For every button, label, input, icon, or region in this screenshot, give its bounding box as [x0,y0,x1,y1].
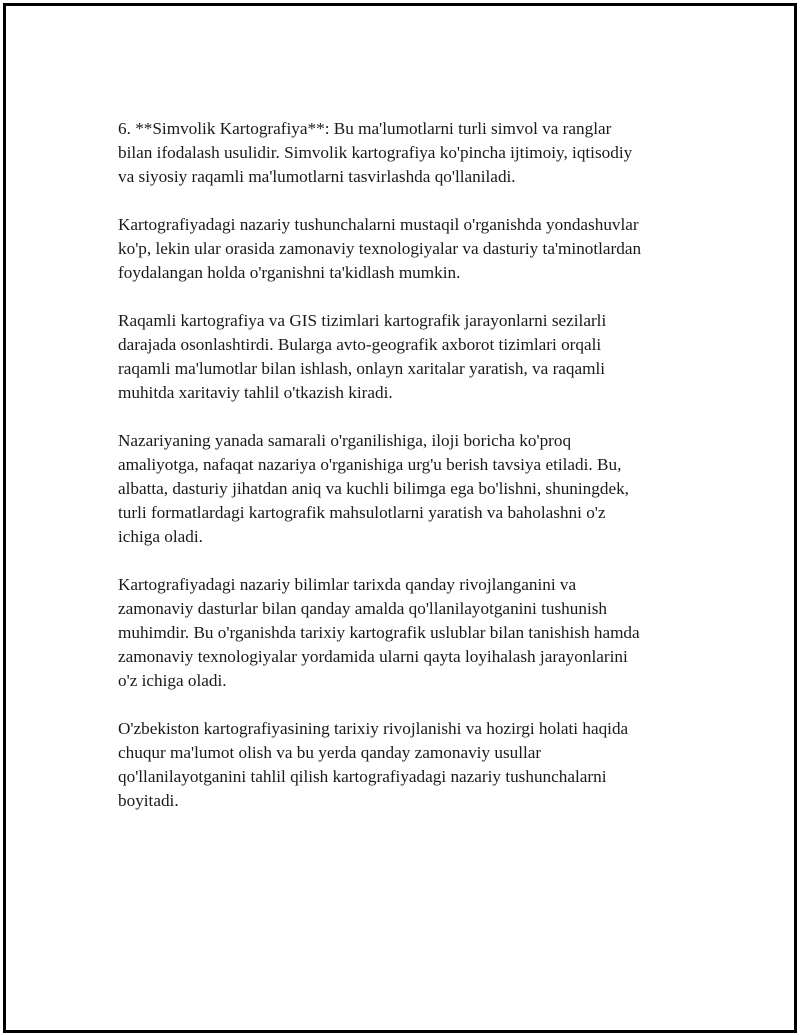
text-line: Kartografiyadagi nazariy tushunchalarni mustaqil o'rganishda yondashuvlar [118,215,639,234]
text-line: chuqur ma'lumot olish va bu yerda qanday zamonaviy usullar [118,743,542,762]
paragraph-study-approaches [118,213,688,285]
paragraph-practice [118,429,688,549]
text-line: zamonaviy texnologiyalar yordamida ularni qayta loyihalash jarayonlarini [118,647,628,666]
text-line: Nazariyaning yanada samarali o'rganilishiga, iloji boricha ko'proq [118,431,572,450]
text-line: muhimdir. Bu o'rganishda tarixiy kartografik uslublar bilan tanishish hamda [118,623,640,642]
paragraph-digital-gis [118,309,688,405]
text-line: boyitadi. [118,791,179,810]
text-line: amaliyotga, nafaqat nazariya o'rganishiga urg'u berish tavsiya etiladi. Bu, [118,455,622,474]
text-line: Raqamli kartografiya va GIS tizimlari kartografik jarayonlarni sezilarli [118,311,607,330]
text-line: o'z ichiga oladi. [118,671,227,690]
paragraph-uzbekistan [118,717,688,813]
text-line: darajada osonlashtirdi. Bularga avto-geografik axborot tizimlari orqali [118,335,602,354]
paragraph-history [118,573,688,693]
document-body [118,117,688,837]
text-line: raqamli ma'lumotlar bilan ishlash, onlayn xaritalar yaratish, va raqamli [118,359,606,378]
text-line: foydalangan holda o'rganishni ta'kidlash mumkin. [118,263,461,282]
text-line: Kartografiyadagi nazariy bilimlar tarixda qanday rivojlanganini va [118,575,577,594]
paragraph-symbolic-cartography [118,117,688,189]
text-line: va siyosiy raqamli ma'lumotlarni tasvirlashda qo'llaniladi. [118,167,516,186]
text-line: ichiga oladi. [118,527,203,546]
text-line: qo'llanilayotganini tahlil qilish kartografiyadagi nazariy tushunchalarni [118,767,607,786]
text-line: zamonaviy dasturlar bilan qanday amalda qo'llanilayotganini tushunish [118,599,607,618]
text-line: O'zbekiston kartografiyasining tarixiy rivojlanishi va hozirgi holati haqida [118,719,629,738]
text-line: albatta, dasturiy jihatdan aniq va kuchli bilimga ega bo'lishni, shuningdek, [118,479,629,498]
text-line: 6. **Simvolik Kartografiya**: Bu ma'lumotlarni turli simvol va ranglar [118,119,612,138]
text-line: turli formatlardagi kartografik mahsulotlarni yaratish va baholashni o'z [118,503,606,522]
text-line: bilan ifodalash usulidir. Simvolik kartografiya ko'pincha ijtimoiy, iqtisodiy [118,143,633,162]
text-line: muhitda xaritaviy tahlil o'tkazish kiradi. [118,383,393,402]
text-line: ko'p, lekin ular orasida zamonaviy texnologiyalar va dasturiy ta'minotlardan [118,239,642,258]
